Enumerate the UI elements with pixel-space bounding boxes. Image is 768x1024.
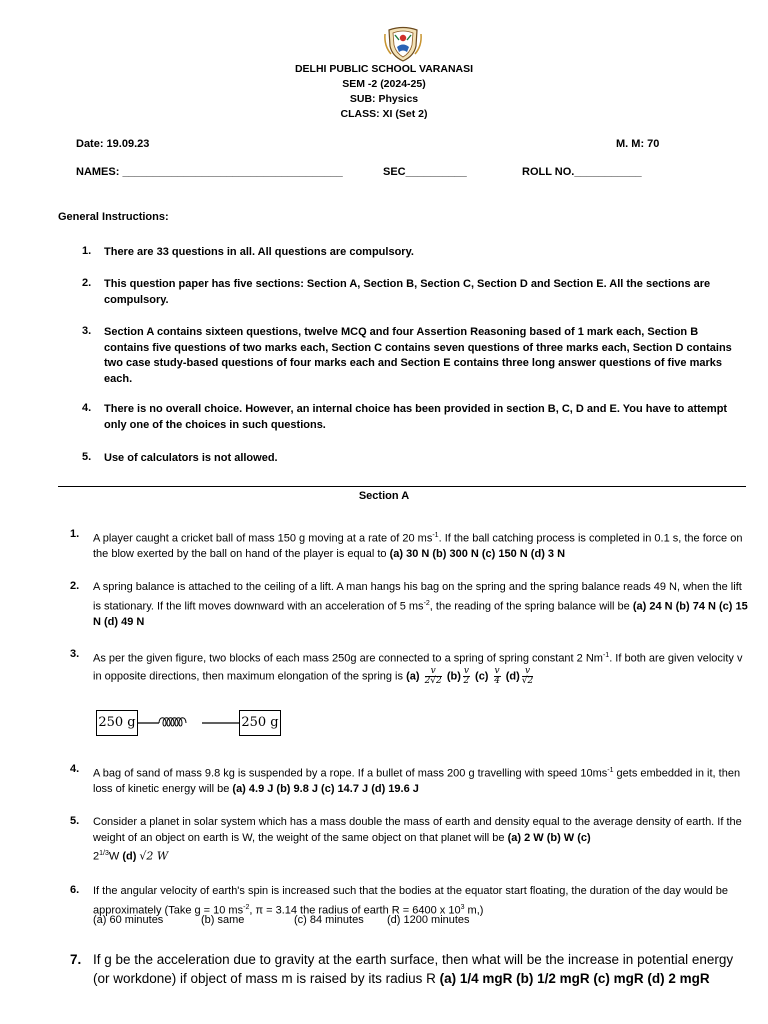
roll-number-field: ROLL NO.___________ [522,166,642,178]
max-marks: M. M: 70 [616,138,660,150]
question-1-options: (a) 30 N (b) 300 N (c) 150 N (d) 3 N [389,548,566,561]
question-5-options: (a) 2 W (b) W (c) [507,831,591,844]
school-crest-logo [383,26,423,62]
exam-date: Date: 19.09.23 [76,138,150,150]
instruction-number: 3. [82,325,92,337]
question-7-options: (a) 1/4 mgR (b) 1/2 mgR (c) mgR (d) 2 mgR [439,971,710,986]
fraction-option-c: $\frac{v}{4}$ [494,666,500,687]
question-5-text: Consider a planet in solar system which has a mass double the mass of earth and density equal to the average density of earth. If the weight of an object on earth is W, the weight of the same object on that planet will be (a) 2 W (b) W (c) $2^{1/3}W$ (d) √2 W [93,816,742,863]
subject: SUB: Physics [349,93,419,105]
question-2-options: (a) 24 N (b) 74 N (c) 15 N (d) 49 N [93,600,748,628]
question-6-option-c: (c) 84 minutes [294,914,364,926]
instructions-title: General Instructions: [58,211,169,223]
section-title: Section A [358,490,410,502]
spring-figure [137,712,239,732]
question-3-text: As per the given figure, two blocks of each mass 250g are connected to a spring of spring constant 2 $Nm^{-1}$. If both are given velocity v in opposite directions, then maximum elongation of the spring is (a) $\frac{v}{2√2}$ (b) $\frac{v}{2}$ (c) $\frac{v}{4}$ (d) $\frac{v}{√2}$ [93,652,743,687]
instruction-number: 1. [82,245,92,257]
class-info: CLASS: XI (Set 2) [340,108,428,120]
question-1-text: A player caught a cricket ball of mass 150 g moving at a rate of 20 $ms^{-1}$. If the ball catching process is completed in 0.1 s, the force on the blow exerted by the ball on hand of the player is equal to (a) 30 N (b) 300 N (c) 150 N (d) 3 N [93,532,743,561]
question-6-option-b: (b) same [201,914,245,926]
question-6-option-a: (a) 60 minutes [93,914,164,926]
instruction-text: Use of calculators is not allowed. [104,452,278,464]
fraction-option-b: $\frac{v}{2}$ [463,666,470,687]
section-field: SEC__________ [383,166,467,178]
school-name: DELHI PUBLIC SCHOOL VARANASI [294,63,474,75]
right-mass-block: 250 g [239,710,281,736]
instruction-text: Section A contains sixteen questions, twelve MCQ and four Assertion Reasoning based of 1 mark each, Section B contains five questions of two marks each, Section C contains seven questions of three marks each, Section D contains two case study-based questions of four marks each and Section E contains three long answer questions of five marks each. [104,326,732,385]
question-6-text: If the angular velocity of earth's spin is increased such that the bodies at the equator start floating, the duration of the day would be approximately (Take g = 10 $ms^{-2}$, π = 3.14 the radius of earth R = 6400 x $10^3$ m,) [93,885,728,917]
section-divider [58,486,746,487]
question-6-option-d: (d) 1200 minutes [387,914,470,926]
question-number: 7. [70,952,82,967]
instruction-text: There is no overall choice. However, an internal choice has been provided in section B, C, D and E. You have to attempt only one of the choices in such questions. [104,403,728,431]
fraction-option-a: $\frac{v}{2√2}$ [424,666,442,687]
question-number: 2. [70,580,80,592]
left-mass-block: 250 g [96,710,138,736]
question-number: 5. [70,815,80,827]
instruction-number: 2. [82,277,92,289]
instruction-text: This question paper has five sections: Section A, Section B, Section C, Section D and Section E. All the sections are compulsory. [104,278,711,306]
question-4-text: A bag of sand of mass 9.8 kg is suspended by a rope. If a bullet of mass 200 g travelling with speed $10ms^{-1}$ gets embedded in it, then loss of kinetic energy will be (a) 4.9 J (b) 9.8 J (c) 14.7 J (d) 19.6 J [93,767,741,796]
question-number: 1. [70,528,80,540]
instruction-number: 5. [82,451,92,463]
question-number: 6. [70,884,80,896]
fraction-option-d: $\frac{v}{√2}$ [521,666,534,687]
instruction-number: 4. [82,402,92,414]
option-d-value: √2 W [139,849,169,863]
instruction-text: There are 33 questions in all. All questions are compulsory. [104,246,414,258]
semester: SEM -2 (2024-25) [342,78,426,90]
question-number: 4. [70,763,80,775]
names-field: NAMES: ____________________________________ [76,166,343,178]
question-2-text: A spring balance is attached to the ceiling of a lift. A man hangs his bag on the spring and the spring balance reads 49 N, when the lift is stationary. If the lift moves downward with an acceleration of 5 $ms^{-2}$, the reading of the spring balance will be (a) 24 N (b) 74 N (c) 15 N (d) 49 N [93,581,748,628]
question-4-options: (a) 4.9 J (b) 9.8 J (c) 14.7 J (d) 19.6 J [232,783,419,796]
question-number: 3. [70,648,80,660]
question-7-text: If g be the acceleration due to gravity at the earth surface, then what will be the increase in potential energy (or workdone) if object of mass m is raised by its radius R (a) 1/4 mgR (b) 1/2 mgR (c) mgR (d) 2 mgR [93,952,734,986]
